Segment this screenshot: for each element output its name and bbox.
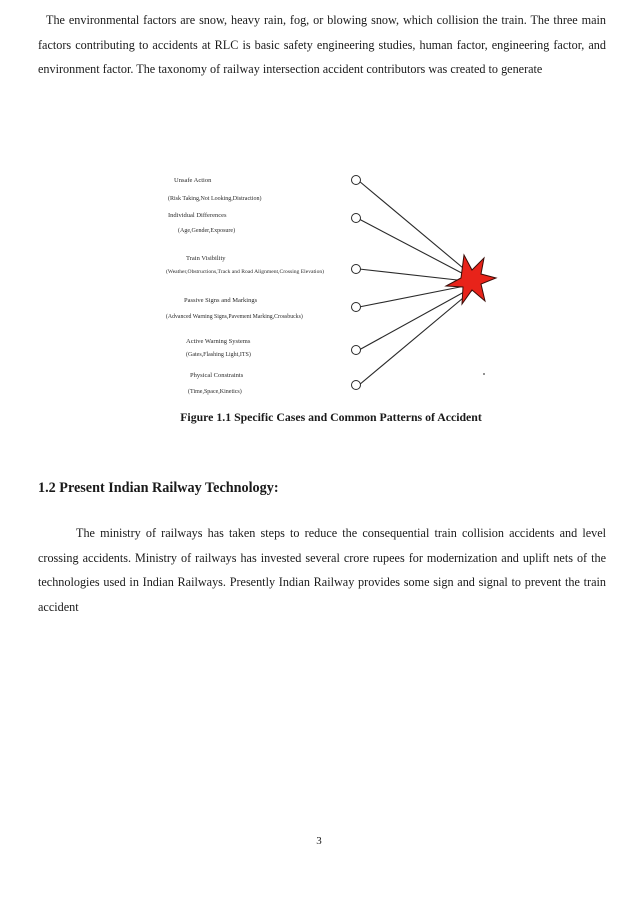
factor-detail: (Gates,Flashing Light,ITS)	[186, 352, 251, 358]
stray-dot	[483, 373, 485, 375]
factor-title: Unsafe Action	[174, 177, 212, 184]
factor-title: Active Warning Systems	[186, 338, 251, 345]
factor-detail: (Weather,Obstructions,Track and Road Alignment,Crossing Elevation)	[166, 269, 325, 275]
endpoint-circle	[352, 346, 361, 355]
endpoint-circle	[352, 303, 361, 312]
factor-title: Train Visibility	[186, 255, 226, 262]
accident-taxonomy-figure	[150, 162, 510, 402]
factor-detail: (Advanced Warning Signs,Pavement Marking,Crossbucks)	[166, 314, 303, 320]
figure-caption: Figure 1.1 Specific Cases and Common Patterns of Accident	[180, 410, 482, 424]
endpoint-circles	[352, 176, 361, 390]
endpoint-circle	[352, 214, 361, 223]
factor-detail: (Age,Gender,Exposure)	[178, 228, 236, 234]
taxonomy-diagram	[150, 162, 510, 402]
endpoint-circle	[352, 381, 361, 390]
factor-detail: (Risk Taking,Not Looking,Distraction)	[168, 196, 262, 202]
endpoint-circle	[352, 265, 361, 274]
section-paragraph: The ministry of railways has taken steps to reduce the consequential train collision accidents and level crossing accidents. Ministry of railways has invested several crore rupees for modernization and uplift nets of the technologies used in Indian Railways. Presently Indian Railway provides some sign and signal to prevent the train accident	[38, 526, 606, 614]
factor-detail: (Time,Space,Kinetics)	[188, 389, 242, 395]
page-number: 3	[316, 835, 322, 847]
connector-line	[359, 181, 475, 278]
section-heading: 1.2 Present Indian Railway Technology:	[38, 480, 279, 496]
factor-title: Physical Constraints	[190, 372, 244, 379]
factor-title: Passive Signs and Markings	[184, 297, 258, 304]
connector-line	[359, 288, 475, 385]
intro-paragraph: The environmental factors are snow, heavy rain, fog, or blowing snow, which collision the train. The three main factors contributing to accidents at RLC is basic safety engineering studies, human factor, engineering factor, and environment factor. The taxonomy of railway intersection accident contributors was created to generate	[38, 13, 606, 77]
factor-title: Individual Differences	[168, 212, 227, 219]
endpoint-circle	[352, 176, 361, 185]
